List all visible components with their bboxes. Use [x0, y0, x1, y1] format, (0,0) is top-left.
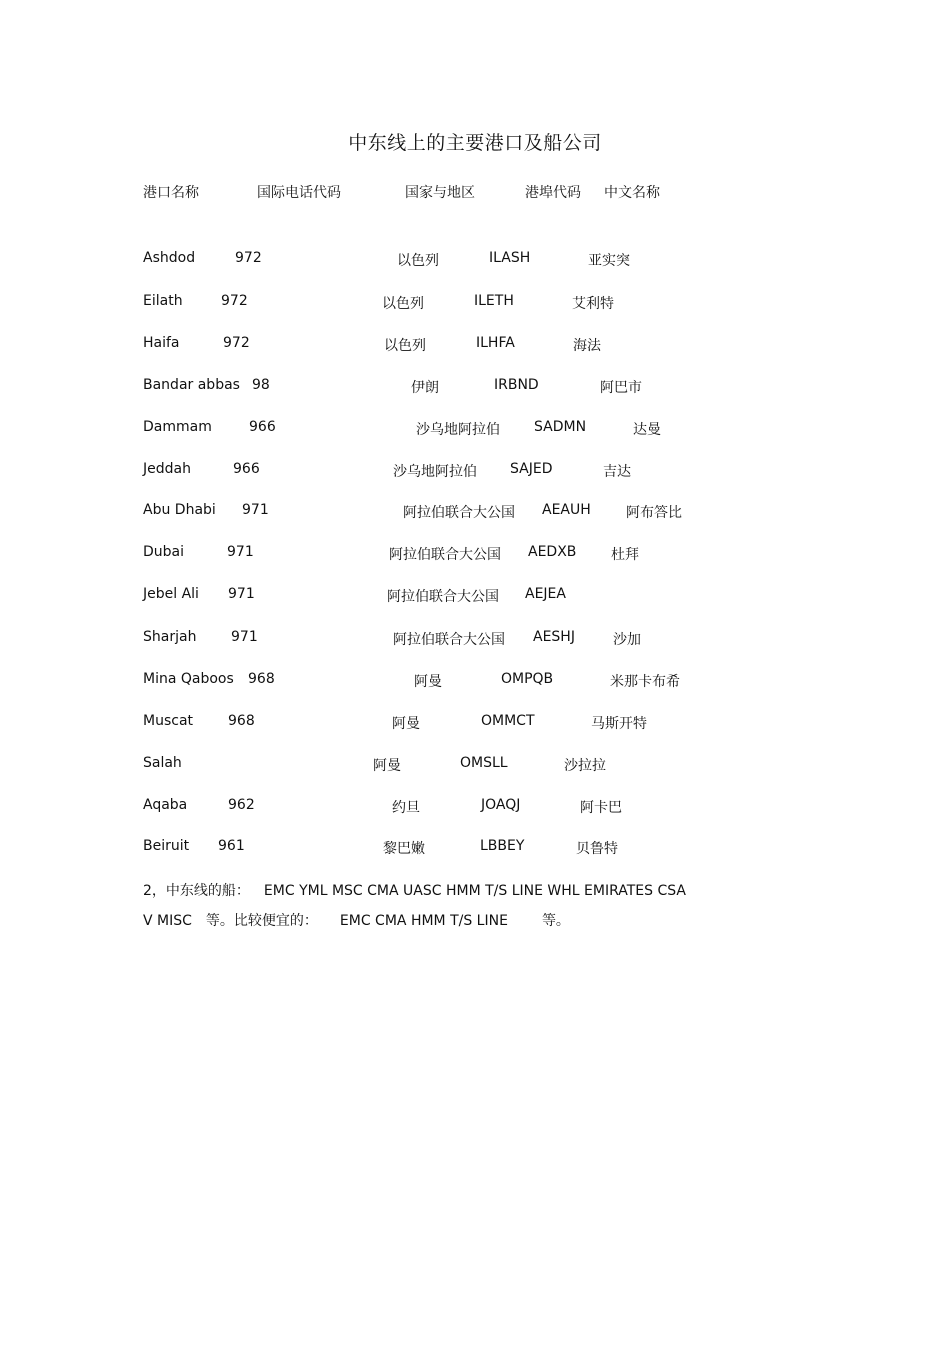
- cell-country: 沙乌地阿拉伯: [416, 422, 500, 438]
- footer-carriers: EMC YML MSC CMA UASC HMM T/S LINE WHL EMIRATES CSA: [263, 883, 686, 899]
- cell-phone-code: 968: [228, 713, 255, 729]
- cell-country: 阿曼: [373, 758, 401, 774]
- cell-phone-code: 968: [248, 671, 275, 687]
- cell-port-name: Aqaba: [143, 797, 188, 813]
- cell-chinese-name: 阿布答比: [626, 505, 682, 521]
- cell-chinese-name: 海法: [573, 338, 601, 354]
- cell-chinese-name: 马斯开特: [591, 716, 647, 732]
- cell-port-name: Sharjah: [143, 629, 197, 645]
- cell-phone-code: 971: [227, 544, 254, 560]
- cell-phone-code: 972: [235, 250, 262, 266]
- header-port-name: 港口名称: [143, 185, 199, 201]
- cell-chinese-name: 阿巴市: [600, 380, 642, 396]
- cell-port-name: Dubai: [143, 544, 185, 560]
- cell-chinese-name: 亚实突: [588, 253, 630, 269]
- cell-port-code: AESHJ: [533, 629, 575, 645]
- cell-country: 阿拉伯联合大公国: [403, 505, 515, 521]
- cell-port-code: IRBND: [494, 377, 539, 393]
- cell-port-name: Mina Qaboos: [143, 671, 234, 687]
- cell-chinese-name: 阿卡巴: [580, 800, 622, 816]
- cell-port-code: ILETH: [474, 293, 514, 309]
- cell-phone-code: 966: [233, 461, 260, 477]
- cell-country: 阿拉伯联合大公国: [389, 547, 501, 563]
- cell-port-code: ILHFA: [476, 335, 515, 351]
- cell-phone-code: 98: [252, 377, 270, 393]
- header-chinese-name: 中文名称: [604, 185, 660, 201]
- footer-etc: 等。: [541, 913, 570, 929]
- cell-chinese-name: 达曼: [633, 422, 661, 438]
- cell-port-name: Bandar abbas: [143, 377, 240, 393]
- cell-port-code: OMMCT: [481, 713, 535, 729]
- cell-port-name: Eilath: [143, 293, 183, 309]
- cell-chinese-name: 米那卡布希: [610, 674, 680, 690]
- cell-phone-code: 971: [231, 629, 258, 645]
- cell-port-code: AEAUH: [542, 502, 591, 518]
- cell-country: 沙乌地阿拉伯: [393, 464, 477, 480]
- cell-port-name: Beiruit: [143, 838, 190, 854]
- header-port-code: 港埠代码: [525, 185, 581, 201]
- cell-chinese-name: 吉达: [603, 464, 631, 480]
- footer-prefix: 2，中东线的船：: [143, 883, 250, 899]
- cell-port-name: Salah: [143, 755, 182, 771]
- cell-port-name: Jebel Ali: [143, 586, 199, 602]
- cell-port-code: SAJED: [510, 461, 553, 477]
- cell-phone-code: 962: [228, 797, 255, 813]
- cell-port-code: OMSLL: [460, 755, 508, 771]
- footer-line-2: [143, 910, 570, 930]
- cell-port-code: AEDXB: [528, 544, 577, 560]
- cell-chinese-name: 沙拉拉: [564, 758, 606, 774]
- cell-phone-code: 961: [218, 838, 245, 854]
- cell-country: 黎巴嫩: [383, 841, 425, 857]
- header-country: 国家与地区: [405, 185, 475, 201]
- cell-phone-code: 972: [221, 293, 248, 309]
- cell-phone-code: 971: [242, 502, 269, 518]
- cell-country: 约旦: [392, 800, 420, 816]
- cell-port-name: Haifa: [143, 335, 180, 351]
- cell-port-code: SADMN: [534, 419, 587, 435]
- cell-port-name: Jeddah: [143, 461, 191, 477]
- cell-chinese-name: 杜拜: [611, 547, 639, 563]
- cell-port-code: AEJEA: [525, 586, 566, 602]
- cell-country: 以色列: [384, 338, 426, 354]
- cell-phone-code: 966: [249, 419, 276, 435]
- page-title: 中东线上的主要港口及船公司: [348, 132, 602, 154]
- header-phone-code: 国际电话代码: [257, 185, 341, 201]
- cell-chinese-name: 艾利特: [572, 296, 614, 312]
- cell-country: 以色列: [397, 253, 439, 269]
- cell-chinese-name: 沙加: [613, 632, 641, 648]
- cell-country: 阿曼: [414, 674, 442, 690]
- footer-line-1: [143, 880, 686, 900]
- cell-port-code: LBBEY: [480, 838, 525, 854]
- footer-carriers-cont: V MISC: [143, 913, 192, 929]
- cell-port-code: ILASH: [489, 250, 531, 266]
- cell-port-code: JOAQJ: [481, 797, 521, 813]
- cell-country: 阿曼: [392, 716, 420, 732]
- footer-cheaper-carriers: EMC CMA HMM T/S LINE: [339, 913, 508, 929]
- cell-port-name: Abu Dhabi: [143, 502, 216, 518]
- cell-country: 伊朗: [411, 380, 439, 396]
- cell-port-code: OMPQB: [501, 671, 554, 687]
- cell-phone-code: 972: [223, 335, 250, 351]
- cell-port-name: Dammam: [143, 419, 212, 435]
- cell-country: 阿拉伯联合大公国: [387, 589, 499, 605]
- cell-country: 阿拉伯联合大公国: [393, 632, 505, 648]
- cell-chinese-name: 贝鲁特: [576, 841, 618, 857]
- cell-country: 以色列: [382, 296, 424, 312]
- footer-cheaper-label: 等。比较便宜的：: [205, 913, 318, 929]
- cell-phone-code: 971: [228, 586, 255, 602]
- cell-port-name: Ashdod: [143, 250, 196, 266]
- cell-port-name: Muscat: [143, 713, 194, 729]
